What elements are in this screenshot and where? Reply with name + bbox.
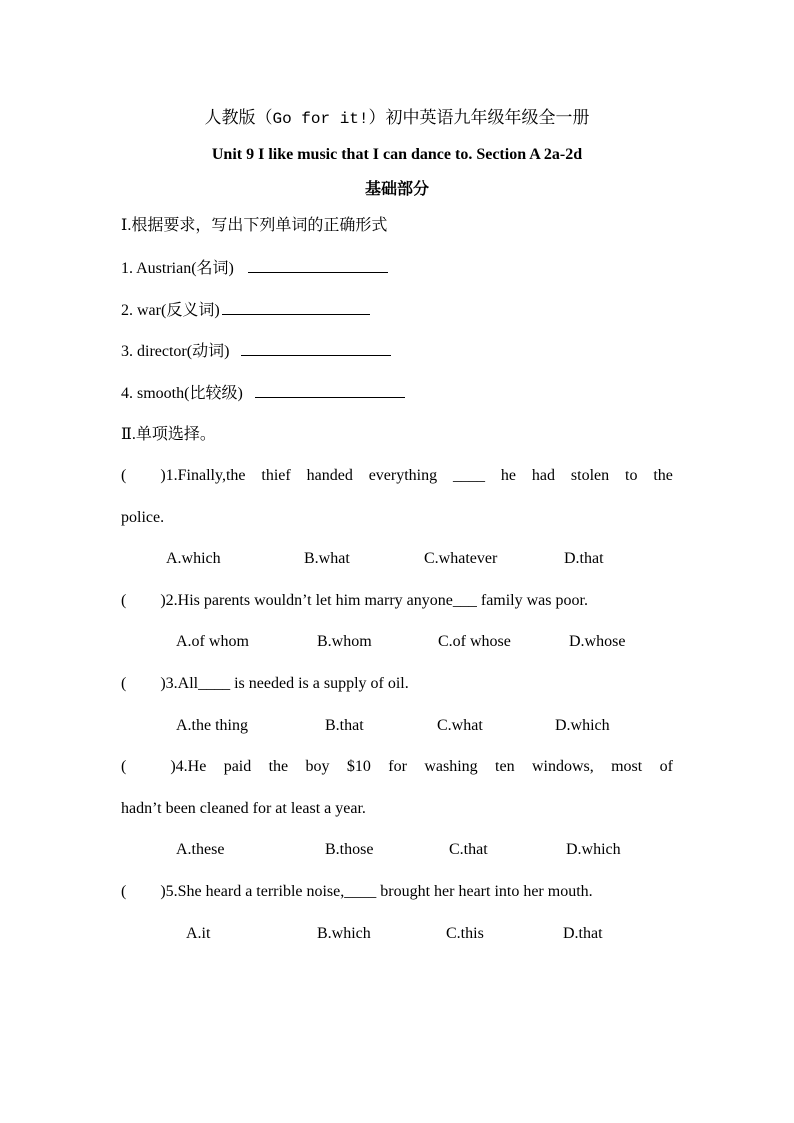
title-prefix: 人教版（ — [204, 108, 273, 127]
option-c[interactable]: C.whatever — [424, 550, 498, 567]
option-c[interactable]: C.that — [449, 841, 488, 858]
unit-subtitle: Unit 9 I like music that I can dance to. Section A 2a-2d — [211, 146, 583, 163]
blank-marker: ____ — [453, 467, 486, 484]
option-c[interactable]: C.what — [437, 717, 483, 734]
question-1-stem — [121, 466, 673, 486]
word: most — [611, 758, 643, 775]
option-a[interactable]: A.of whom — [176, 633, 249, 650]
part1-item — [121, 341, 391, 362]
option-c[interactable]: C.this — [446, 925, 484, 942]
word: paid — [223, 758, 252, 775]
answer-paren[interactable]: ( )1.Finally,the — [121, 467, 246, 484]
option-c[interactable]: C.of whose — [438, 633, 511, 650]
word: washing — [424, 758, 478, 775]
option-d[interactable]: D.whose — [569, 633, 626, 650]
page-title — [0, 108, 794, 129]
option-b[interactable]: B.those — [325, 841, 374, 858]
question-1-stem-cont: police. — [121, 509, 165, 526]
answer-blank[interactable] — [222, 300, 370, 315]
word: for — [388, 758, 407, 775]
option-a[interactable]: A.the thing — [176, 717, 248, 734]
word: ten — [495, 758, 515, 775]
answer-blank[interactable] — [248, 258, 388, 273]
option-a[interactable]: A.which — [166, 550, 221, 567]
word: to — [625, 467, 638, 484]
word: everything — [368, 467, 438, 484]
stem-text: 3.All____ is needed is a supply of oil. — [165, 675, 409, 692]
answer-blank[interactable] — [241, 341, 391, 356]
part1-item — [121, 300, 370, 321]
option-a[interactable]: A.it — [186, 925, 211, 942]
option-d[interactable]: D.which — [566, 841, 621, 858]
word: stolen — [570, 467, 610, 484]
item-text: 2. war(反义词) — [121, 302, 220, 319]
option-b[interactable]: B.what — [304, 550, 350, 567]
word: boy — [305, 758, 330, 775]
option-b[interactable]: B.whom — [317, 633, 372, 650]
option-d[interactable]: D.that — [564, 550, 604, 567]
word: thief — [261, 467, 291, 484]
part2-heading: Ⅱ.单项选择。 — [121, 426, 216, 443]
title-series: Go for it! — [272, 110, 369, 128]
section-label: 基础部分 — [364, 181, 429, 198]
answer-paren[interactable]: ( ) — [121, 883, 166, 900]
word: had — [531, 467, 556, 484]
question-3-stem — [121, 674, 409, 694]
item-text: 4. smooth(比较级) — [121, 385, 243, 402]
question-4-stem-cont: hadn’t been cleaned for at least a year. — [121, 800, 366, 817]
stem-text: 2.His parents wouldn’t let him marry anyone___ family was poor. — [165, 592, 588, 609]
item-text: 1. Austrian(名词) — [121, 260, 234, 277]
word: of — [659, 758, 673, 775]
word: windows, — [531, 758, 594, 775]
part1-item — [121, 383, 405, 404]
item-text: 3. director(动词) — [121, 343, 230, 360]
option-d[interactable]: D.which — [555, 717, 610, 734]
option-d[interactable]: D.that — [563, 925, 603, 942]
question-5-stem — [121, 882, 593, 902]
answer-paren[interactable]: ( ) — [121, 675, 166, 692]
question-4-stem — [121, 757, 673, 777]
word: the — [653, 467, 673, 484]
word: he — [500, 467, 517, 484]
stem-text: 5.She heard a terrible noise,____ brought her heart into her mouth. — [165, 883, 593, 900]
question-2-stem — [121, 591, 588, 611]
answer-paren[interactable]: ( ) — [121, 592, 166, 609]
word: $10 — [346, 758, 371, 775]
answer-paren[interactable]: ( )4.He — [121, 758, 207, 775]
option-a[interactable]: A.these — [176, 841, 225, 858]
title-suffix: ）初中英语九年级年级全一册 — [368, 108, 590, 127]
answer-blank[interactable] — [255, 383, 405, 398]
option-b[interactable]: B.that — [325, 717, 364, 734]
word: the — [268, 758, 289, 775]
part1-heading: Ⅰ.根据要求，写出下列单词的正确形式 — [121, 217, 388, 234]
word: handed — [306, 467, 353, 484]
part1-item — [121, 258, 388, 279]
option-b[interactable]: B.which — [317, 925, 371, 942]
